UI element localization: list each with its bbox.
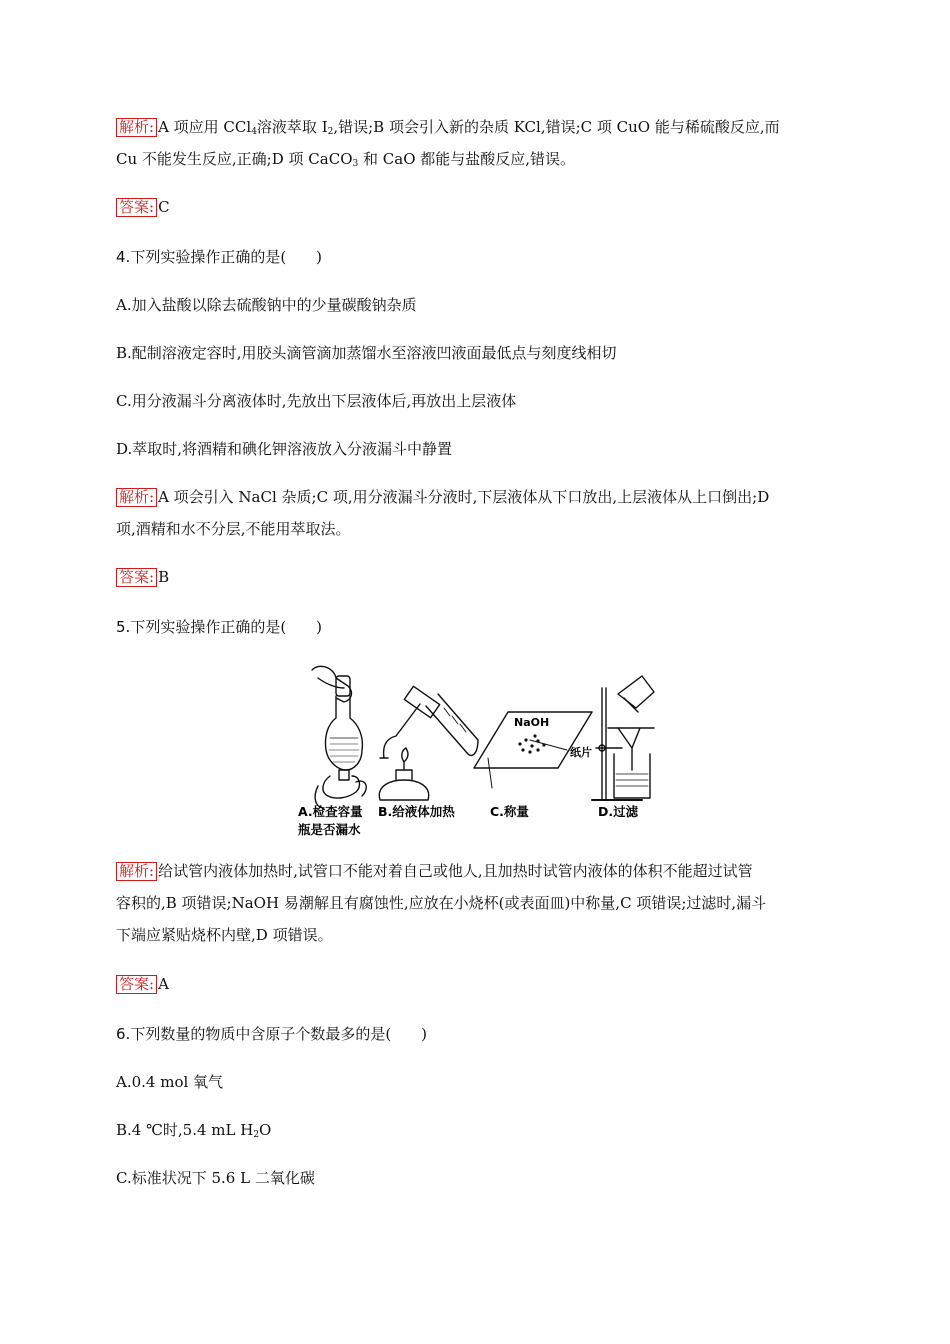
q6-option-a: A.0.4 mol 氧气: [116, 1073, 224, 1091]
q3-analysis-line-1: 解析: A 项应用 CCl$_4$溶液萃取 $I_2$,错误;B 项会引入新的杂质 KCl,错误;C 项 CuO 能与稀硫酸反应,而: [116, 117, 780, 137]
q4-analysis-line-1: 解析: A 项会引入 NaCl 杂质;C 项,用分液漏斗分液时,下层液体从下口放出,上层液体从上口倒出;D: [116, 487, 769, 507]
volumetric-flask-drawing: [312, 666, 366, 808]
q6-option-c: C.标准状况下 5.6 L 二氧化碳: [116, 1169, 315, 1187]
q3-analysis-line-2: Cu 不能发生反应,正确;D 项 CaCO$_3$ 和 CaO 都能与盐酸反应,错误。: [116, 150, 576, 169]
q5-analysis-line-2: 容积的,B 项错误;NaOH 易潮解且有腐蚀性,应放在小烧杯(或表面皿)中称量,C 项错误;过滤时,漏斗: [116, 894, 767, 912]
caption-b: B.给液体加热: [378, 804, 455, 819]
q5-answer: 答案: A: [116, 974, 169, 994]
q6-option-b: B.4 ℃时,5.4 mL $H_2O$: [116, 1121, 272, 1140]
q5-analysis-line-1: 解析: 给试管内液体加热时,试管口不能对着自己或他人,且加热时试管内液体的体积不能超过试管: [116, 861, 753, 881]
paper-label: 纸片: [570, 746, 592, 759]
analysis-label: 解析:: [116, 118, 157, 137]
lab-operations-figure: [292, 658, 662, 843]
caption-c: C.称量: [490, 804, 529, 819]
q4-option-d: D.萃取时,将酒精和碘化钾溶液放入分液漏斗中静置: [116, 440, 453, 458]
answer-label: 答案:: [116, 198, 157, 217]
caption-a-line-1: A.检查容量: [298, 804, 363, 819]
q6-stem: 6.下列数量的物质中含原子个数最多的是( ): [116, 1025, 428, 1043]
q5-analysis-line-3: 下端应紧贴烧杯内壁,D 项错误。: [116, 926, 333, 944]
filtration-drawing: [592, 676, 654, 800]
q4-option-c: C.用分液漏斗分离液体时,先放出下层液体后,再放出上层液体: [116, 392, 517, 410]
q4-stem: 4.下列实验操作正确的是( ): [116, 248, 323, 266]
analysis-label: 解析:: [116, 488, 157, 507]
caption-d: D.过滤: [598, 804, 639, 819]
q5-stem: 5.下列实验操作正确的是( ): [116, 618, 323, 636]
analysis-label: 解析:: [116, 862, 157, 881]
naoh-label: NaOH: [514, 716, 550, 729]
naoh-particles: [518, 734, 545, 753]
q4-analysis-line-2: 项,酒精和水不分层,不能用萃取法。: [116, 520, 351, 538]
q4-option-b: B.配制溶液定容时,用胶头滴管滴加蒸馏水至溶液凹液面最低点与刻度线相切: [116, 344, 617, 362]
caption-a-line-2: 瓶是否漏水: [298, 822, 361, 837]
answer-label: 答案:: [116, 568, 157, 587]
answer-label: 答案:: [116, 975, 157, 994]
q4-answer: 答案: B: [116, 567, 169, 587]
q3-answer: 答案: C: [116, 197, 170, 217]
heating-test-tube-drawing: [379, 686, 492, 800]
q4-option-a: A.加入盐酸以除去硫酸钠中的少量碳酸钠杂质: [116, 296, 417, 314]
